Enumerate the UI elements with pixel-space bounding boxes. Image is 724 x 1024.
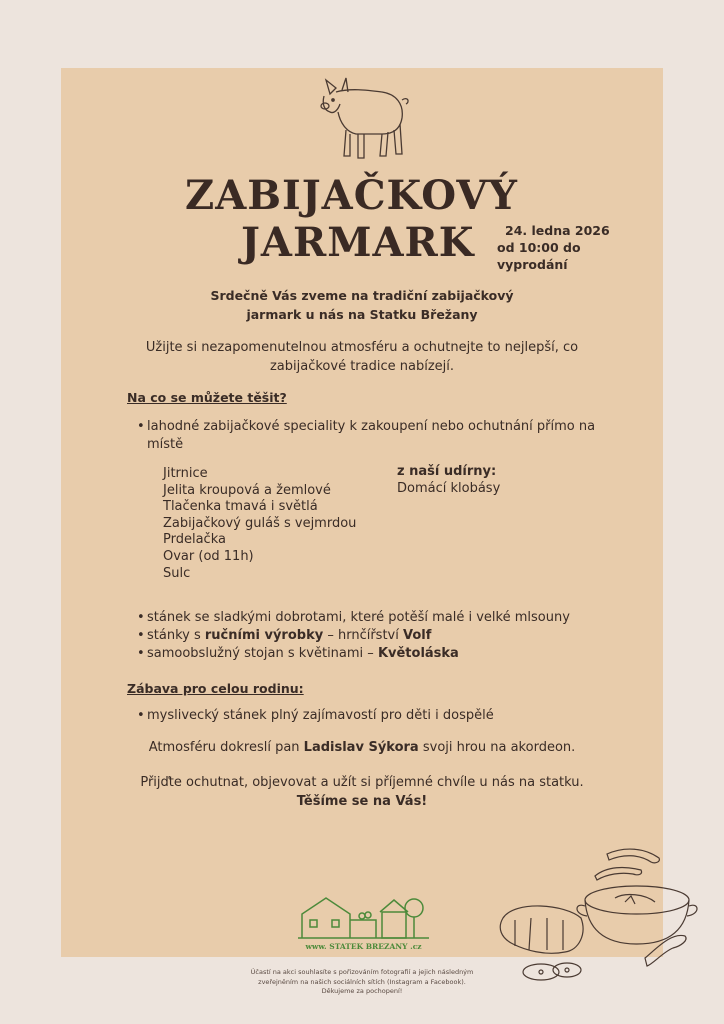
list-item: Tlačenka tmavá i světlá <box>163 499 318 515</box>
invitation-line: Srdečně Vás zveme na tradiční zabijačkový <box>210 288 514 303</box>
bullet-text: stánky s <box>147 628 205 643</box>
pig-icon <box>316 74 412 164</box>
invitation-line: jarmark u nás na Statku Břežany <box>246 307 478 322</box>
bullet-handmade <box>137 627 431 645</box>
smokehouse-item: Domácí klobásy <box>397 481 501 496</box>
bullet-dot: • <box>137 628 145 643</box>
bullet-text: – hrnčířství <box>323 628 403 643</box>
smokehouse-label: z naší udírny: <box>397 464 497 479</box>
intro-text <box>61 338 663 376</box>
website-logo-text: www. STATEK BREZANY .cz <box>305 942 422 951</box>
bullet-sweets <box>137 609 570 627</box>
bullet-dot: • <box>137 708 145 723</box>
bullet-dot: • <box>137 610 145 625</box>
list-item: Jelita kroupová a žemlové <box>163 482 331 498</box>
invitation-text <box>61 286 663 324</box>
closing-thanks: Těšíme se na Vás! <box>296 794 428 809</box>
footer-line: zveřejněním na našich sociálních sítích (Instagram a Facebook). <box>258 977 466 986</box>
bullet-flowers <box>137 645 459 663</box>
photo-consent-footer <box>232 968 492 997</box>
list-item: Jitrnice <box>163 466 208 481</box>
closing-line: Přijďte ochutnat, objevovat a užít si příjemné chvíle u nás na statku. <box>140 775 584 790</box>
event-date: 24. ledna 2026 <box>505 223 610 238</box>
bullet-text: myslivecký stánek plný zajímavostí pro děti i dospělé <box>147 708 494 723</box>
list-item: Prdelačka <box>163 532 226 548</box>
bullet-specialities <box>137 418 617 454</box>
closing-text <box>61 773 663 811</box>
smokehouse-block <box>397 463 500 497</box>
accordion-note <box>61 740 663 755</box>
section-heading-family: Zábava pro celou rodinu: <box>127 681 304 696</box>
bullet-bold: Volf <box>402 628 432 643</box>
food-illustration-icon <box>495 840 710 990</box>
footer-line: Děkujeme za pochopení! <box>321 987 403 995</box>
list-item: Zabijačkový guláš s vejmrdou <box>163 515 357 531</box>
bullet-text: stánek se sladkými dobrotami, které potěší malé i velké mlsouny <box>147 610 570 625</box>
intro-line: zabijačkové tradice nabízejí. <box>269 359 455 374</box>
event-title-line2: JARMARK <box>241 219 475 266</box>
section-heading-offer: Na co se můžete těšit? <box>127 390 287 405</box>
performer-name: Ladislav Sýkora <box>303 740 419 755</box>
bullet-dot: • <box>137 419 145 434</box>
footer-line: Účastí na akci souhlasíte s pořizováním fotografií a jejich následným <box>250 968 474 976</box>
event-time: od 10:00 do vyprodání <box>497 240 581 272</box>
list-item: Ovar (od 11h) <box>163 548 254 564</box>
bullet-hunting <box>137 707 494 725</box>
bullet-text: samoobslužný stojan s květinami – <box>147 646 378 661</box>
bullet-text: místě <box>147 437 184 452</box>
event-date-block <box>497 222 647 273</box>
bullet-bold: ručními výrobky <box>204 628 324 643</box>
accordion-text: svoji hrou na akordeon. <box>418 740 576 755</box>
farm-logo-icon <box>296 890 431 940</box>
bullet-text: lahodné zabijačkové speciality k zakoupení nebo ochutnání přímo na <box>147 419 596 434</box>
intro-line: Užijte si nezapomenutelnou atmosféru a ochutnejte to nejlepší, co <box>145 340 579 355</box>
bullet-bold: Květoláska <box>377 646 459 661</box>
bullet-dot: • <box>137 646 145 661</box>
list-item: Sulc <box>163 565 191 581</box>
speciality-list <box>163 466 356 582</box>
event-title-line1: ZABIJAČKOVÝ <box>185 172 518 219</box>
accordion-text: Atmosféru dokreslí pan <box>148 740 304 755</box>
